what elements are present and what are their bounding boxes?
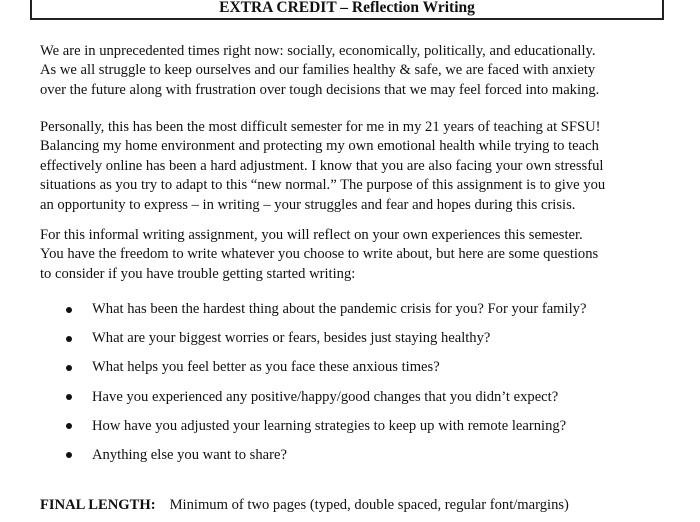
paragraph-line: We are in unprecedented times right now: socially, economically, politically, and educationally. [40,43,596,59]
paragraph-line: effectively online has been a hard adjustment. I know that you are also facing your own stressful [40,157,604,174]
question-text: What has been the hardest thing about the pandemic crisis for you? For your family? [92,301,587,317]
paragraph-line: For this informal writing assignment, you will reflect on your own experiences this semester. [40,227,583,243]
paragraph-line: Personally, this has been the most difficult semester for me in my 21 years of teaching at SFSU! [40,119,601,135]
question-item [64,300,586,329]
bullet-icon [66,394,72,400]
question-item [64,358,586,387]
paragraph-line: over the future along with frustration over tough decisions that we may feel forced into making. [40,81,600,98]
question-item [64,329,586,358]
paragraph-line: You have the freedom to write whatever you choose to write about, but here are some questions [40,246,599,263]
question-list [64,300,586,475]
paragraph-line: situations as you try to adapt to this “new normal.” The purpose of this assignment is to give you [40,177,606,194]
bullet-icon [66,423,72,429]
paragraph-line: an opportunity to express – in writing – your struggles and fear and hopes during this crisis. [40,196,576,213]
title-box [30,0,664,20]
question-item [64,417,586,446]
final-length-value: Minimum of two pages (typed, double spaced, regular font/margins) [169,497,569,513]
question-text: How have you adjusted your learning strategies to keep up with remote learning? [92,417,567,434]
bullet-icon [66,307,72,313]
paragraph-line: Balancing my home environment and protecting my own emotional health while trying to teach [40,138,599,155]
intro-paragraph [40,42,690,100]
question-text: Have you experienced any positive/happy/good changes that you didn’t expect? [92,388,559,405]
question-text: Anything else you want to share? [92,446,287,463]
document-title: EXTRA CREDIT – Reflection Writing [219,0,475,16]
question-text: What are your biggest worries or fears, besides just staying healthy? [92,330,491,347]
question-item [64,388,586,417]
final-length-label: FINAL LENGTH: [40,497,156,513]
bullet-icon [66,452,72,458]
assignment-paragraph [40,226,690,284]
paragraph-line: As we all struggle to keep ourselves and our families healthy & safe, we are faced with anxiety [40,62,596,79]
bullet-icon [66,365,72,371]
paragraph-line: to consider if you have trouble getting started writing: [40,265,356,282]
bullet-icon [66,336,72,342]
question-text: What helps you feel better as you face these anxious times? [92,359,440,376]
final-length [40,496,569,515]
personal-paragraph [40,118,690,215]
question-item [64,446,586,475]
